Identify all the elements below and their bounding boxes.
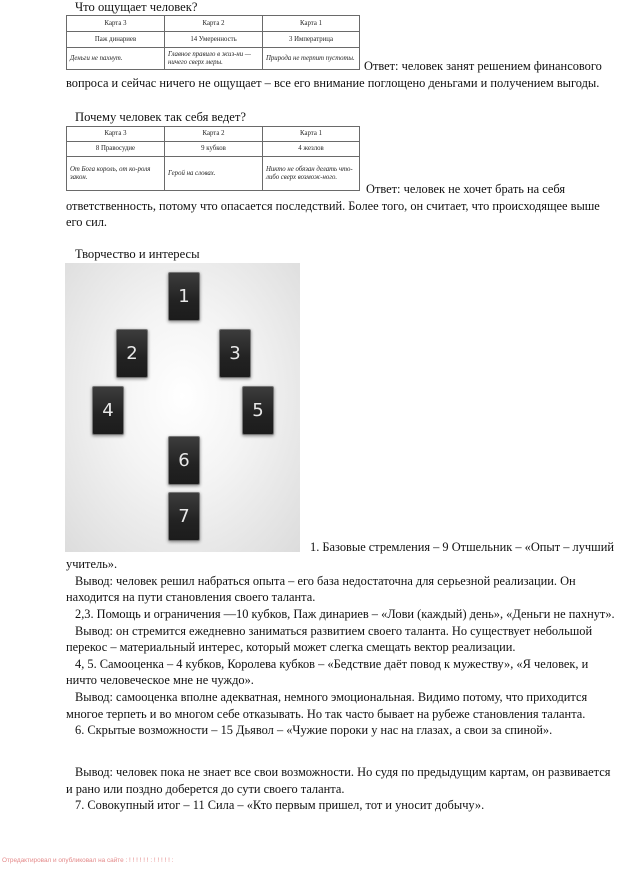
tarot-card: 2 bbox=[116, 329, 148, 378]
tarot-card: 5 bbox=[242, 386, 274, 435]
body-line: перекос – материальный интерес, который может слегка смещать вектор реализации. bbox=[66, 640, 516, 654]
body-line: Вывод: он стремится ежедневно заниматься развитием своего таланта. Но существует небольшой bbox=[75, 624, 593, 638]
body-line: 1. Базовые стремления – 9 Отшельник – «Опыт – лучший bbox=[310, 540, 614, 554]
table-meaning-cell: Природа не терпит пустоты. bbox=[263, 48, 360, 70]
table-header-cell: Карта 2 bbox=[165, 16, 263, 32]
footer-watermark: Отредактировал и опубликовал на сайте : ! ! ! ! ! ! : ! ! ! ! ! : bbox=[2, 857, 174, 864]
section1-answer-line2: вопроса и сейчас ничего не ощущает – все его внимание поглощено деньгами и получением выгоды. bbox=[66, 76, 600, 90]
tarot-card: 1 bbox=[168, 272, 200, 321]
body-line: 2,3. Помощь и ограничения —10 кубков, Паж динариев – «Лови (каждый) день», «Деньги не пахнут». bbox=[75, 607, 615, 621]
table-header-cell: Карта 2 bbox=[165, 127, 263, 142]
body-line: 6. Скрытые возможности – 15 Дьявол – «Чужие пороки у нас на глазах, а свои за спиной». bbox=[75, 723, 553, 737]
body-line: находится на пути становления своего таланта. bbox=[66, 590, 316, 604]
body-line: 7. Совокупный итог – 11 Сила – «Кто первым пришел, тот и уносит добычу». bbox=[75, 798, 485, 812]
card-layout-image bbox=[65, 263, 300, 552]
section1-spread-table bbox=[66, 15, 360, 70]
table-card-cell: Паж динариев bbox=[67, 32, 165, 48]
table-card-cell: 9 кубков bbox=[165, 142, 263, 157]
section3-title: Творчество и интересы bbox=[75, 247, 200, 261]
tarot-card: 3 bbox=[219, 329, 251, 378]
section1-answer-line1: Ответ: человек занят решением финансового bbox=[364, 59, 602, 73]
table-card-cell: 14 Умеренность bbox=[165, 32, 263, 48]
body-line: Вывод: человек решил набраться опыта – его база недостаточна для серьезной реализации. Он bbox=[75, 574, 576, 588]
table-meaning-cell: Никто не обязан делать что-либо сверх возмож-ного. bbox=[263, 157, 360, 191]
section2-answer-line3: его сил. bbox=[66, 215, 107, 229]
section1-question: Что ощущает человек? bbox=[75, 0, 198, 14]
section2-question: Почему человек так себя ведет? bbox=[75, 110, 246, 124]
table-meaning-cell: Деньги не пахнут. bbox=[67, 48, 165, 70]
table-card-cell: 4 жезлов bbox=[263, 142, 360, 157]
body-line: 4, 5. Самооценка – 4 кубков, Королева кубков – «Бедствие даёт повод к мужеству», «Я человек, и bbox=[75, 657, 589, 671]
body-line: ничто человеческое мне не чуждо». bbox=[66, 673, 254, 687]
tarot-card: 6 bbox=[168, 436, 200, 485]
section2-answer-line1: Ответ: человек не хочет брать на себя bbox=[366, 182, 566, 196]
body-line: Вывод: самооценка вполне адекватная, немного эмоциональная. Видимо потому, что приходится bbox=[75, 690, 588, 704]
body-line: Вывод: человек пока не знает все свои возможности. Но судя по предыдущим картам, он развивается bbox=[75, 765, 611, 779]
table-meaning-cell: От Бога король, от ко-роля закон. bbox=[67, 157, 165, 191]
tarot-card: 4 bbox=[92, 386, 124, 435]
section2-answer-line2: ответственность, потому что опасается последствий. Более того, он считает, что происходящее выше bbox=[66, 199, 600, 213]
table-meaning-cell: Главное правило в жиз-ни — ничего сверх меры. bbox=[165, 48, 263, 70]
table-meaning-cell: Герой на словах. bbox=[165, 157, 263, 191]
table-card-cell: 3 Императрица bbox=[263, 32, 360, 48]
body-line: и рано или поздно доберется до сути своего таланта. bbox=[66, 782, 345, 796]
table-header-cell: Карта 3 bbox=[67, 127, 165, 142]
section2-spread-table bbox=[66, 126, 360, 191]
table-header-cell: Карта 1 bbox=[263, 16, 360, 32]
body-line: учитель». bbox=[66, 557, 118, 571]
table-card-cell: 8 Правосудие bbox=[67, 142, 165, 157]
body-line: многое терпеть и во многом себе отказывать. Но так часто бывает на рубеже становления таланта. bbox=[66, 707, 586, 721]
table-header-cell: Карта 3 bbox=[67, 16, 165, 32]
table-header-cell: Карта 1 bbox=[263, 127, 360, 142]
tarot-card: 7 bbox=[168, 492, 200, 541]
